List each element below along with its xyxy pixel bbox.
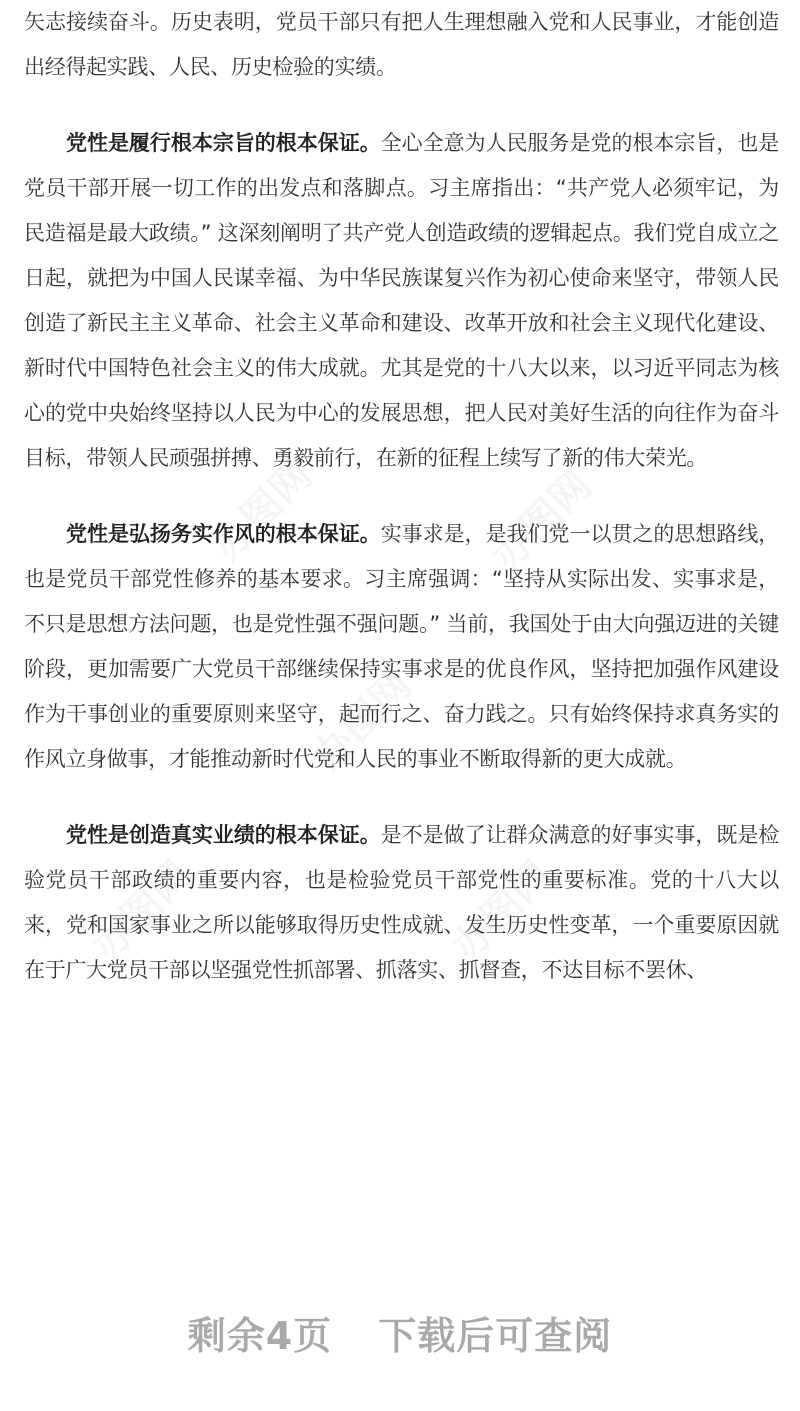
paragraph-heading-style: 党性是弘扬务实作风的根本保证。 xyxy=(66,522,381,546)
article-body xyxy=(24,0,779,993)
paragraph-continuation: 矢志接续奋斗。历史表明，党员干部只有把人生理想融入党和人民事业，才能创造出经得起实践、人民、历史检验的实绩。 xyxy=(24,10,779,79)
paragraph-text-results: 是不是做了让群众满意的好事实事，既是检验党员干部政绩的重要内容，也是检验党员干部党性的重要标准。党的十八大以来，党和国家事业之所以能够取得历史性成就、发生历史性变革，一个重要原因就在于广大党员干部以坚强党性抓部署、抓落实、抓督查，不达目标不罢休、 xyxy=(24,823,779,982)
paragraph-purpose xyxy=(24,121,779,481)
paragraph-style xyxy=(24,512,779,782)
paragraph-heading-results: 党性是创造真实业绩的根本保证。 xyxy=(66,823,381,847)
download-banner[interactable] xyxy=(0,1305,800,1360)
paragraph-results xyxy=(24,813,779,993)
paragraph-text-purpose: 全心全意为人民服务是党的根本宗旨，也是党员干部开展一切工作的出发点和落脚点。习主席指出：“共产党人必须牢记，为民造福是最大政绩。” 这深刻阐明了共产党人创造政绩的逻辑起点。我们党自成立之日起，就把为中国人民谋幸福、为中华民族谋复兴作为初心使命来坚守，带领人民创造了新民主主义革命、社会主义革命和建设、改革开放和社会主义现代化建设、新时代中国特色社会主义的伟大成就。尤其是党的十八大以来，以习近平同志为核心的党中央始终坚持以人民为中心的发展思想，把人民对美好生活的向往作为奋斗目标，带领人民顽强拼搏、勇毅前行，在新的征程上续写了新的伟大荣光。 xyxy=(24,131,779,470)
paragraph-heading-purpose: 党性是履行根本宗旨的根本保证。 xyxy=(66,131,381,155)
paragraph-text-style: 实事求是，是我们党一以贯之的思想路线，也是党员干部党性修养的基本要求。习主席强调：“坚持从实际出发、实事求是，不只是思想方法问题，也是党性强不强问题。” 当前，我国处于由大向强迈进的关键阶段，更加需要广大党员干部继续保持实事求是的优良作风，坚持把加强作风建设作为干事创业的重要原则来坚守，起而行之、奋力践之。只有始终保持求真务实的作风立身做事，才能推动新时代党和人民的事业不断取得新的更大成就。 xyxy=(24,522,779,771)
download-to-view-label: 下载后可查阅 xyxy=(378,1314,613,1358)
remaining-pages-label: 剩余4页 xyxy=(187,1314,333,1358)
